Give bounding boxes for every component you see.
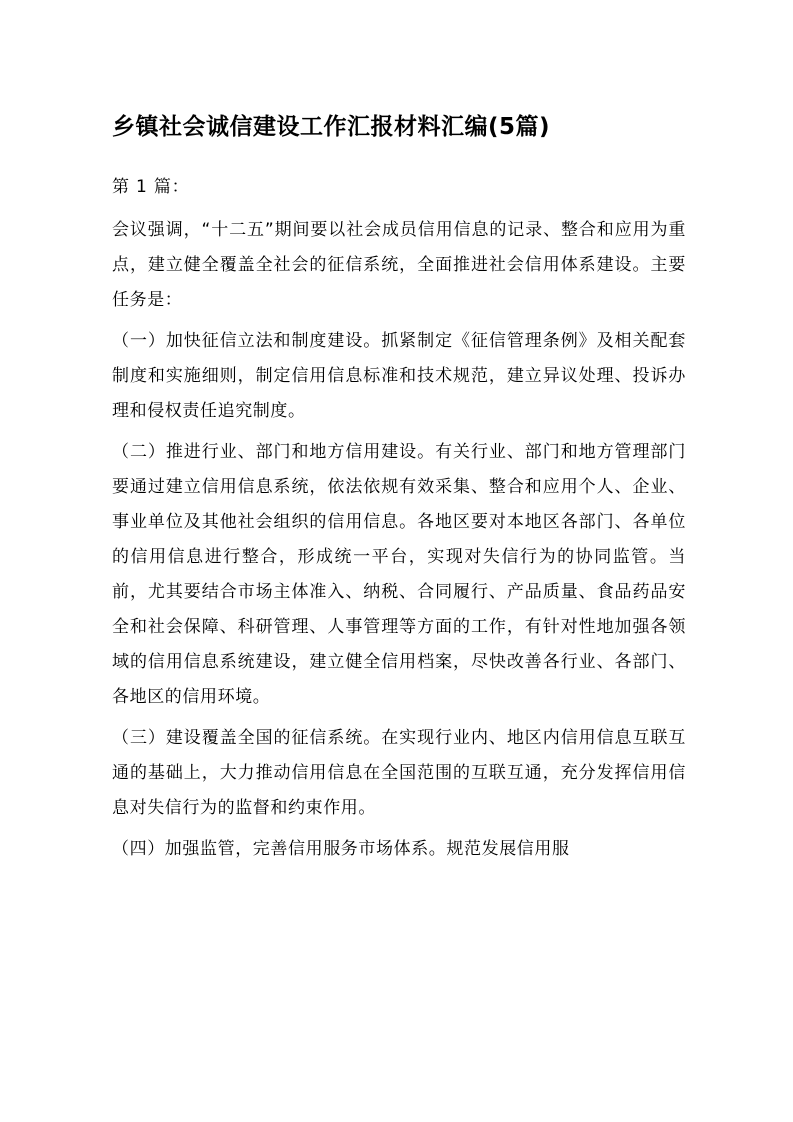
paragraph-2: （一）加快征信立法和制度建设。抓紧制定《征信管理条例》及相关配套制度和实施细则，制定信用信息标准和技术规范，建立异议处理、投诉办理和侵权责任追究制度。 [112, 330, 686, 421]
document-body [112, 110, 686, 873]
paragraph-5: （四）加强监管，完善信用服务市场体系。规范发展信用服 [112, 839, 570, 860]
page-title: 乡镇社会诚信建设工作汇报材料汇编(5篇) [112, 114, 551, 140]
section-label: 第 1 篇： [112, 176, 190, 197]
paragraph-3: （二）推进行业、部门和地方信用建设。有关行业、部门和地方管理部门要通过建立信用信息系统，依法依规有效采集、整合和应用个人、企业、事业单位及其他社会组织的信用信息。各地区要对本地区各部门、各单位的信用信息进行整合，形成统一平台，实现对失信行为的协同监管。当前，尤其要结合市场主体准入、纳税、合同履行、产品质量、食品药品安全和社会保障、科研管理、人事管理等方面的工作，有针对性地加强各领域的信用信息系统建设，建立健全信用档案，尽快改善各行业、各部门、各地区的信用环境。 [112, 441, 686, 707]
paragraph-4: （三）建设覆盖全国的征信系统。在实现行业内、地区内信用信息互联互通的基础上，大力推动信用信息在全国范围的互联互通，充分发挥信用信息对失信行为的监督和约束作用。 [112, 728, 686, 819]
paragraph-1: 会议强调，“十二五”期间要以社会成员信用信息的记录、整合和应用为重点，建立健全覆盖全社会的征信系统，全面推进社会信用体系建设。主要任务是： [112, 219, 686, 310]
